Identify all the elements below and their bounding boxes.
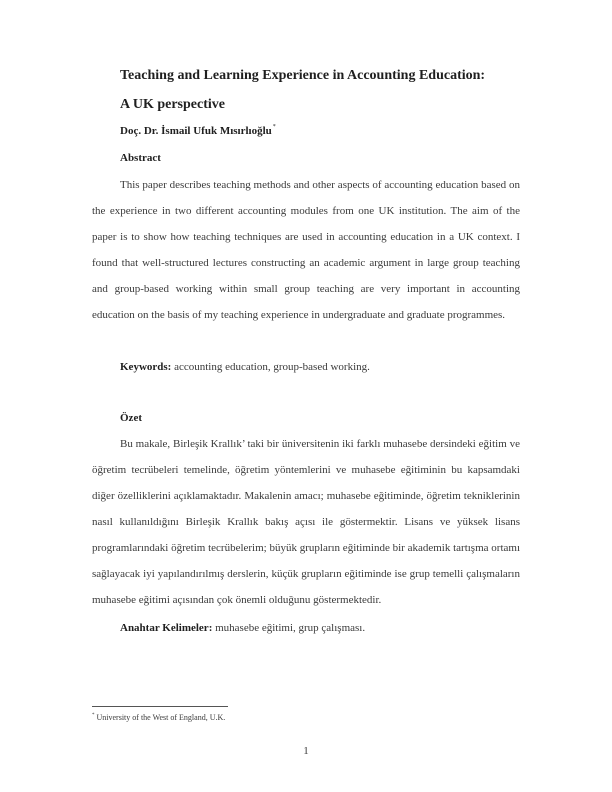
author-footnote-marker: * [272, 124, 276, 130]
anahtar-kelimeler-line [120, 622, 365, 634]
author-line [120, 124, 276, 137]
page-number: 1 [303, 745, 309, 757]
keywords-label: Keywords: [120, 361, 172, 373]
keywords-value: accounting education, group-based working. [174, 361, 370, 373]
anahtar-kelimeler-label: Anahtar Kelimeler: [120, 622, 213, 634]
author-name: Doç. Dr. İsmail Ufuk Mısırlıoğlu [120, 125, 272, 137]
keywords-line [120, 361, 370, 373]
ozet-heading: Özet [120, 412, 142, 424]
footnote-rule [92, 706, 228, 707]
footnote-marker: * [92, 713, 95, 718]
paper-title-line-1: Teaching and Learning Experience in Accounting Education: [120, 68, 486, 83]
footnote [92, 713, 225, 722]
ozet-text: Bu makale, Birleşik Krallık’ taki bir üniversitenin iki farklı muhasebe dersindeki eğitim ve öğretim tecrübeleri temelinde, öğretim yöntemlerini ve muhasebe eğitiminin bu kapsamdaki diğer özelliklerini açıklamaktadır. Makalenin amacı; muhasebe eğitiminde, öğretim tekniklerinin nasıl kullanıldığını Birleşik Krallık bakış açısı ile göstermektir. Lisans ve yüksek lisans programlarındaki öğretim tecrübelerim; büyük grupların eğitiminde bir akademik tartışma ortamı sağlayacak iyi yapılandırılmış derslerin, küçük grupların eğitiminde ise grup temelli çalışmaların muhasebe eğitimi açısından çok önemli olduğunu göstermektedir. [92, 438, 520, 606]
paper-title-line-2: A UK perspective [120, 97, 225, 112]
anahtar-kelimeler-value: muhasebe eğitimi, grup çalışması. [215, 622, 366, 634]
abstract-heading: Abstract [120, 152, 161, 164]
abstract-text: This paper describes teaching methods and other aspects of accounting education based on the experience in two different accounting modules from one UK institution. The aim of the paper is to show how teaching techniques are used in accounting education in a UK context. I found that well-structured lectures constructing an academic argument in large group teaching and group-based working within small group teaching are very important in accounting education on the basis of my teaching experience in undergraduate and graduate programmes. [92, 179, 520, 321]
footnote-text: University of the West of England, U.K. [96, 713, 226, 722]
